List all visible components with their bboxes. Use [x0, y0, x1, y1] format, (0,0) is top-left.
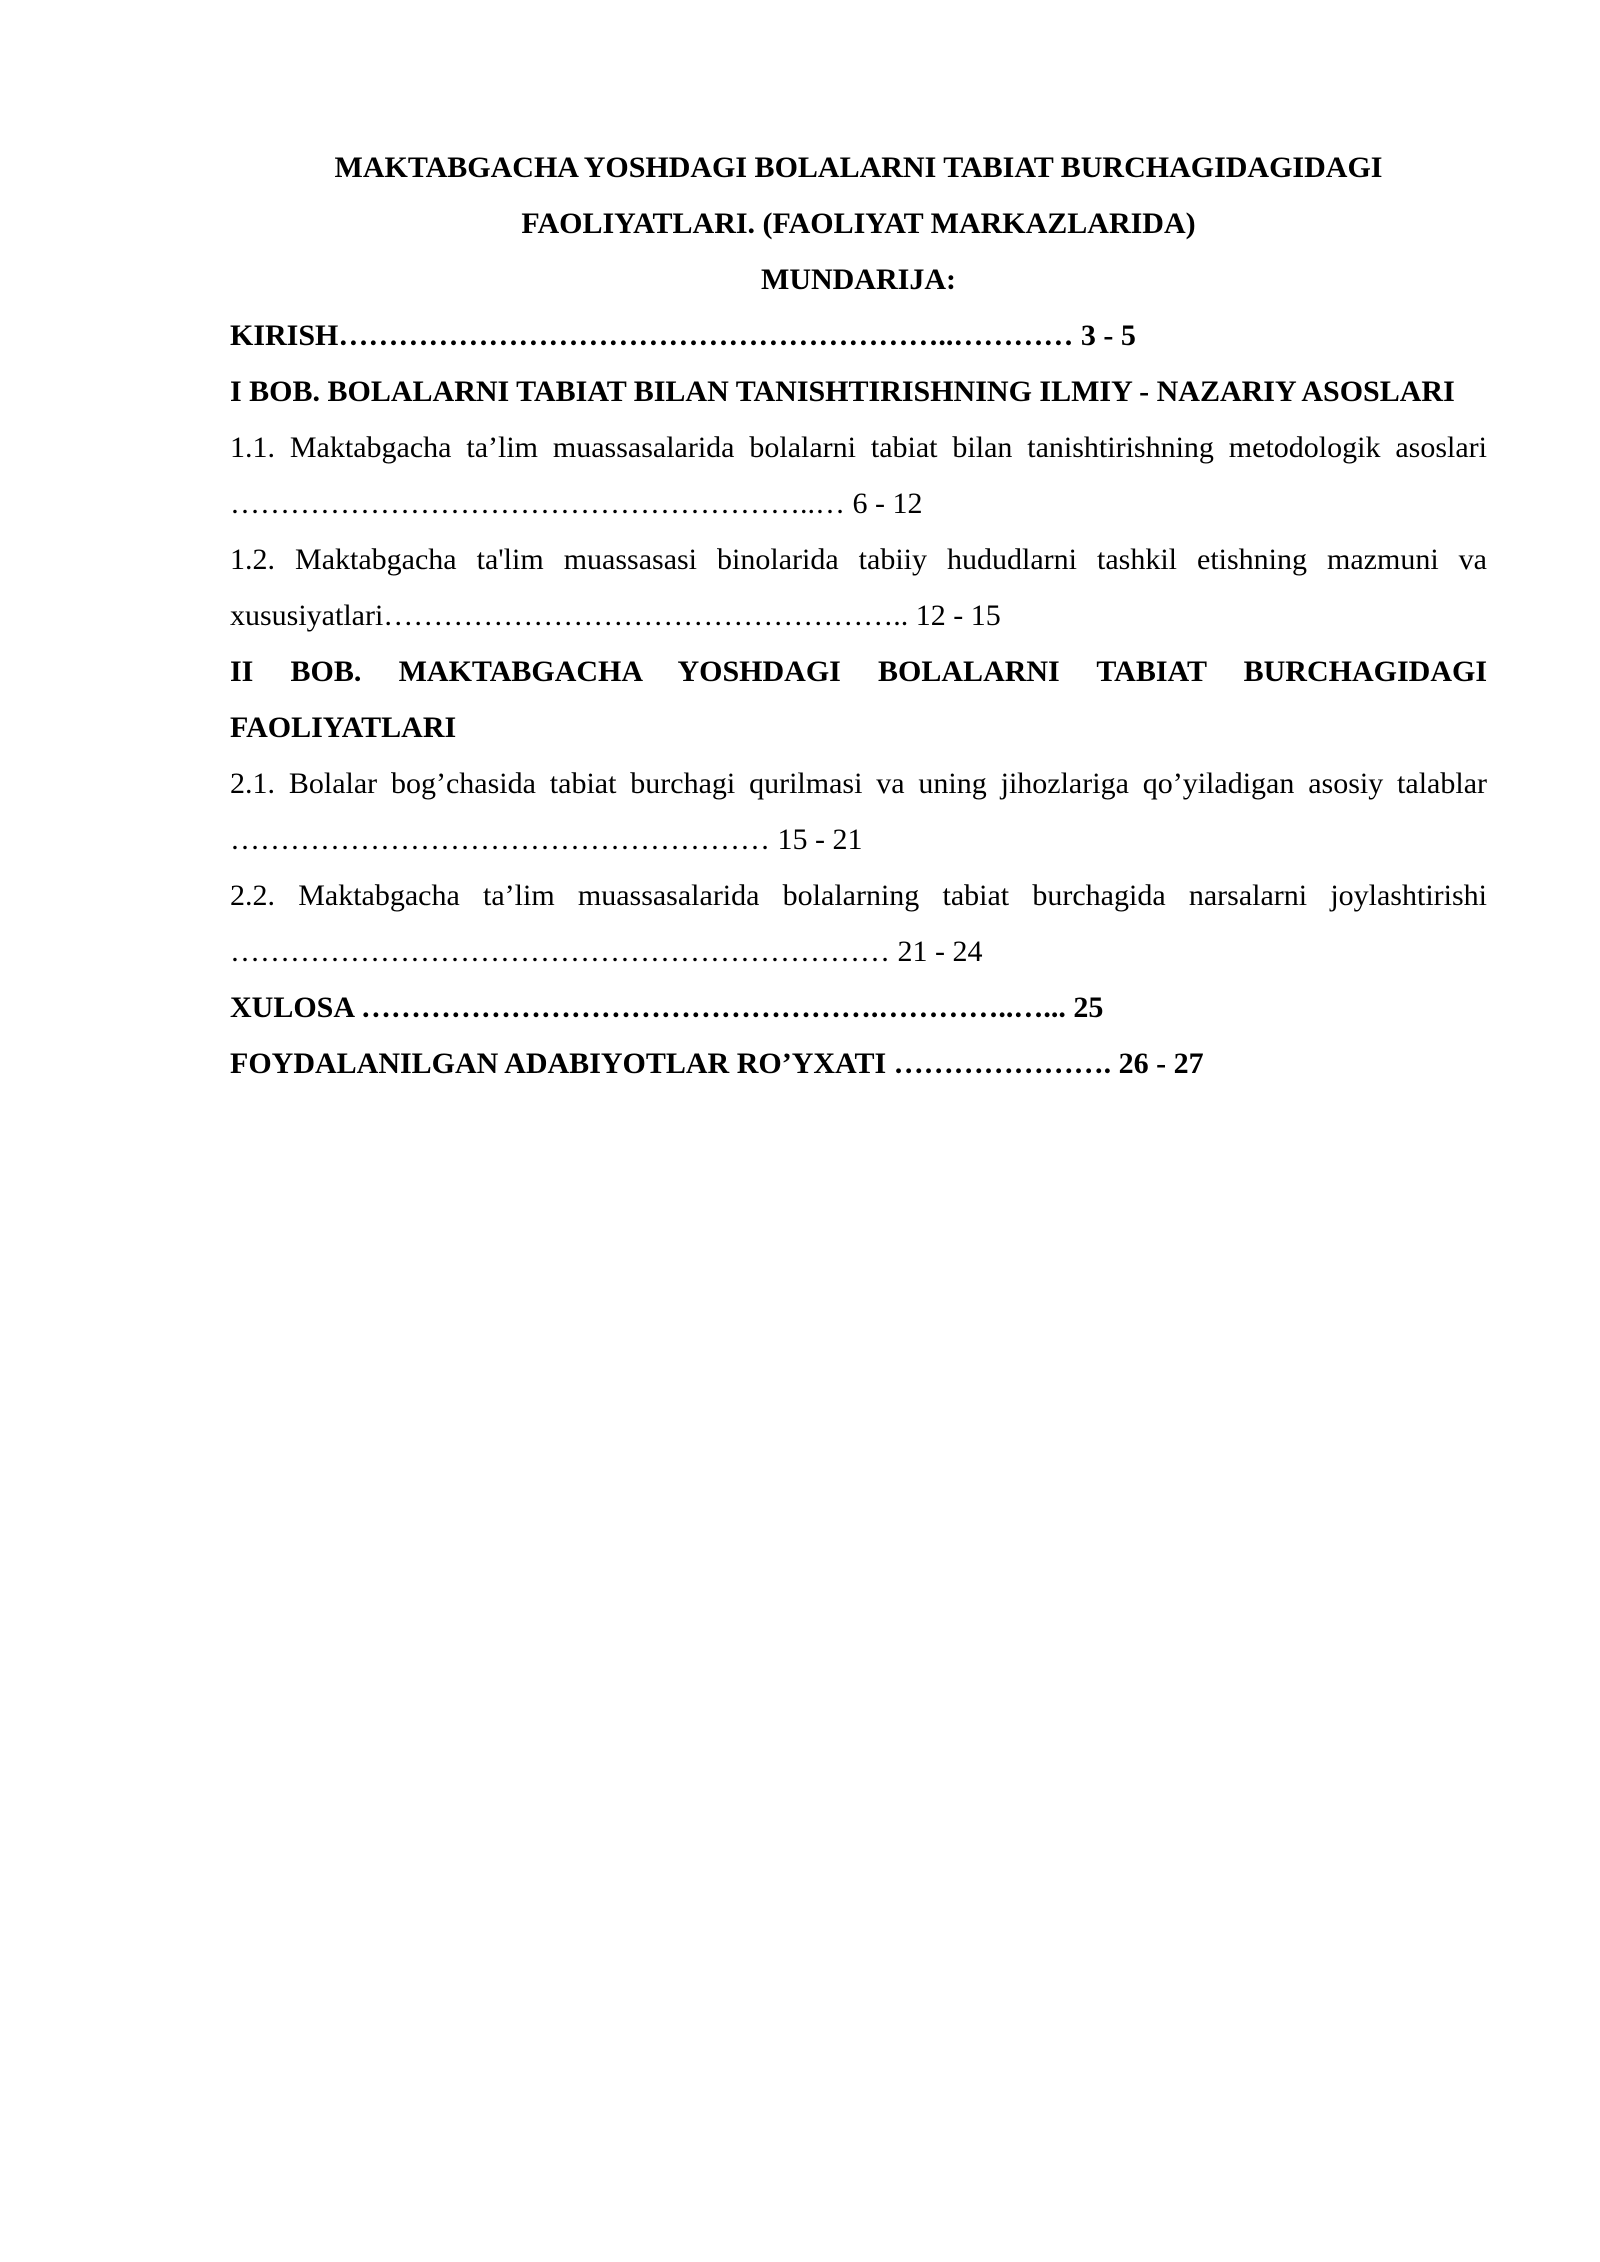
toc-entry-introduction: KIRISH……………………………………………………..………… 3 - 5 [230, 319, 1136, 352]
toc-entry-section-1-2: 1.2. Maktabgacha ta'lim muassasasi binolarida tabiiy hududlarni tashkil etishning mazmuni va xususiyatlari…………………………………………….. 12 - 15 [230, 543, 1487, 632]
toc-entry-references: FOYDALANILGAN ADABIYOTLAR RO’YXATI …………………. 26 - 27 [230, 1047, 1204, 1080]
toc-entry-section-2-2: 2.2. Maktabgacha ta’lim muassasalarida bolalarning tabiat burchagida narsalarni joylashtirishi ………………………………………………………… 21 - 24 [230, 879, 1487, 968]
toc-entry-chapter-2: II BOB. MAKTABGACHA YOSHDAGI BOLALARNI TABIAT BURCHAGIDAGI FAOLIYATLARI [230, 655, 1487, 744]
toc-entry-chapter-1: I BOB. BOLALARNI TABIAT BILAN TANISHTIRISHNING ILMIY - NAZARIY ASOSLARI [230, 375, 1455, 408]
document-page [230, 140, 1487, 1092]
toc-entry-section-1-1: 1.1. Maktabgacha ta’lim muassasalarida bolalarni tabiat bilan tanishtirishning metodologik asoslari …………………………………………………..… 6 - 12 [230, 431, 1487, 520]
toc-heading: MUNDARIJA: [761, 263, 956, 296]
document-title-line-2: FAOLIYATLARI. (FAOLIYAT MARKAZLARIDA) [521, 207, 1196, 240]
toc-entry-conclusion: XULOSA …………………………………………….…………..…... 25 [230, 991, 1104, 1024]
document-title-line-1: MAKTABGACHA YOSHDAGI BOLALARNI TABIAT BURCHAGIDAGIDAGI [334, 151, 1383, 184]
toc-entry-section-2-1: 2.1. Bolalar bog’chasida tabiat burchagi qurilmasi va uning jihozlariga qo’yiladigan asosiy talablar ……………………………………………… 15 - 21 [230, 767, 1487, 856]
